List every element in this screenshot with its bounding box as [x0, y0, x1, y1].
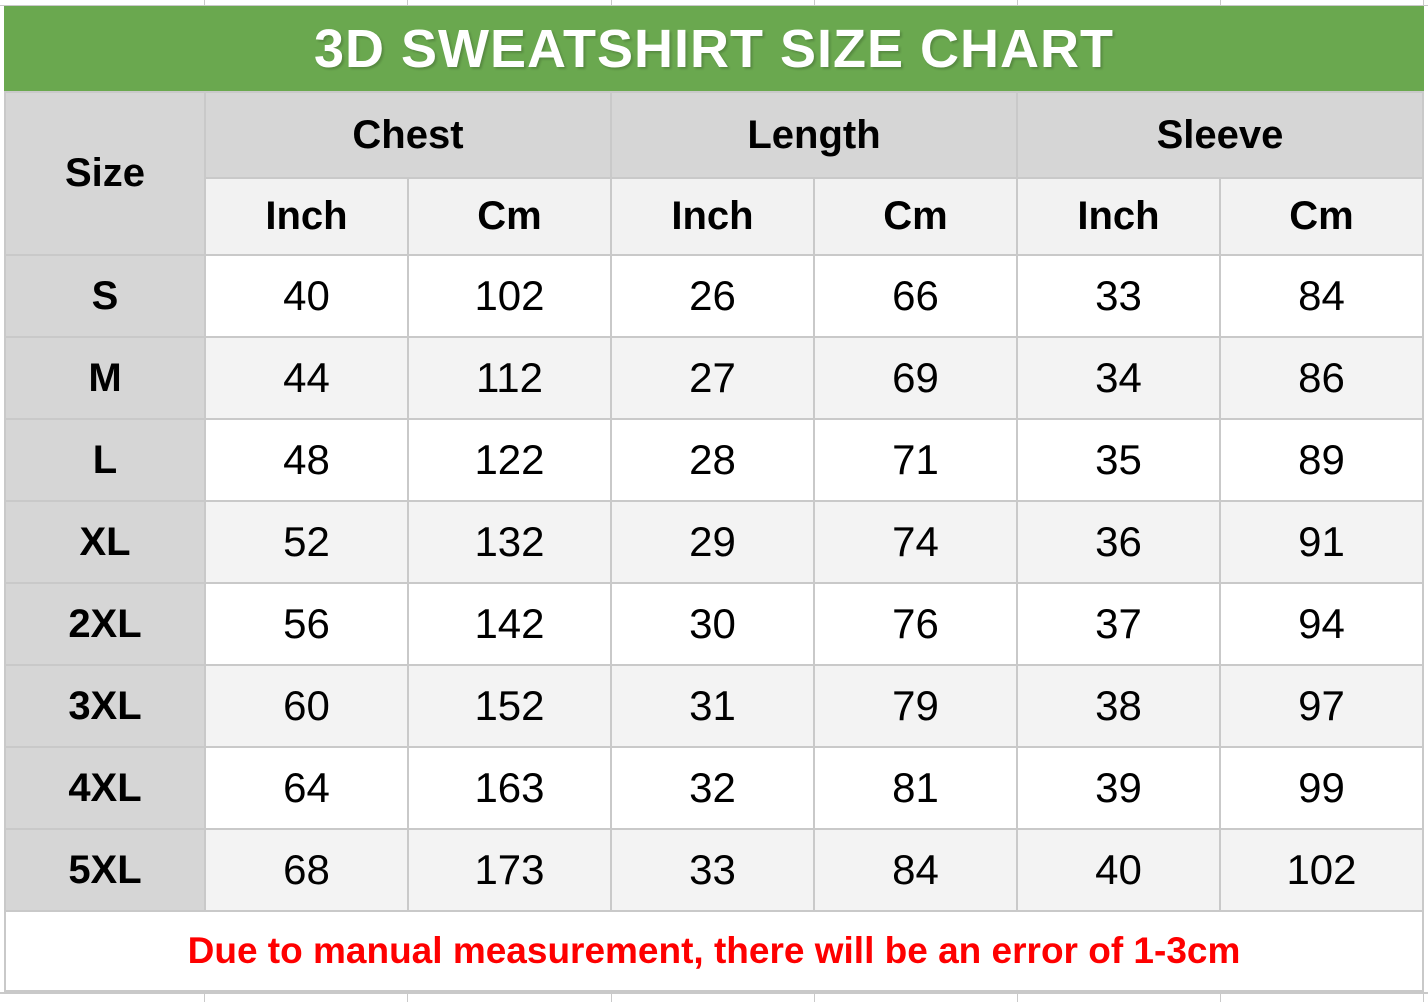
chest-cm-cell: 102 [408, 255, 611, 337]
table-row-xl [5, 501, 1423, 583]
title-banner [4, 6, 1424, 91]
chest-inch-cell: 56 [205, 583, 408, 665]
page-title: 3D SWEATSHIRT SIZE CHART [313, 18, 1114, 79]
sleeve-inch-cell: 39 [1017, 747, 1220, 829]
sleeve-cm-cell: 99 [1220, 747, 1423, 829]
size-cell: M [5, 337, 205, 419]
size-cell: 2XL [5, 583, 205, 665]
table-row-5xl [5, 829, 1423, 911]
sleeve-cm-header: Cm [1220, 178, 1423, 255]
sleeve-cm-cell: 97 [1220, 665, 1423, 747]
grid-line [1423, 994, 1424, 1002]
grid-line [611, 994, 612, 1002]
size-chart-table [4, 91, 1424, 992]
sheet-grid-strip-top [0, 0, 1428, 6]
grid-line [204, 0, 205, 5]
length-cm-cell: 69 [814, 337, 1017, 419]
size-cell: 5XL [5, 829, 205, 911]
length-cm-cell: 66 [814, 255, 1017, 337]
length-inch-cell: 29 [611, 501, 814, 583]
length-cm-cell: 79 [814, 665, 1017, 747]
size-cell: 3XL [5, 665, 205, 747]
grid-line [204, 994, 205, 1002]
sleeve-cm-cell: 102 [1220, 829, 1423, 911]
chest-cm-cell: 142 [408, 583, 611, 665]
sleeve-inch-cell: 33 [1017, 255, 1220, 337]
grid-line [407, 0, 408, 5]
sleeve-inch-cell: 37 [1017, 583, 1220, 665]
sleeve-inch-cell: 35 [1017, 419, 1220, 501]
grid-line [1220, 0, 1221, 5]
sleeve-cm-cell: 86 [1220, 337, 1423, 419]
grid-line [407, 994, 408, 1002]
grid-line [1017, 0, 1018, 5]
table-row-4xl [5, 747, 1423, 829]
chest-inch-cell: 40 [205, 255, 408, 337]
length-cm-cell: 74 [814, 501, 1017, 583]
size-chart [4, 6, 1424, 992]
chest-inch-cell: 68 [205, 829, 408, 911]
chest-cm-cell: 163 [408, 747, 611, 829]
length-cm-cell: 71 [814, 419, 1017, 501]
sleeve-inch-cell: 34 [1017, 337, 1220, 419]
chest-cm-cell: 152 [408, 665, 611, 747]
sleeve-inch-header: Inch [1017, 178, 1220, 255]
grid-line [1423, 0, 1424, 5]
length-cm-header: Cm [814, 178, 1017, 255]
length-inch-cell: 32 [611, 747, 814, 829]
length-cm-cell: 76 [814, 583, 1017, 665]
length-inch-cell: 31 [611, 665, 814, 747]
chest-inch-cell: 44 [205, 337, 408, 419]
chest-cm-cell: 132 [408, 501, 611, 583]
length-inch-cell: 33 [611, 829, 814, 911]
grid-line [814, 0, 815, 5]
chest-cm-cell: 122 [408, 419, 611, 501]
grid-line [1017, 994, 1018, 1002]
length-inch-cell: 27 [611, 337, 814, 419]
length-cm-cell: 84 [814, 829, 1017, 911]
table-row-l [5, 419, 1423, 501]
chest-group-header: Chest [205, 92, 611, 178]
measurement-note: Due to manual measurement, there will be an error of 1-3cm [5, 911, 1423, 991]
length-inch-cell: 28 [611, 419, 814, 501]
note-row [5, 911, 1423, 991]
size-cell: XL [5, 501, 205, 583]
size-cell: L [5, 419, 205, 501]
size-cell: S [5, 255, 205, 337]
table-row-2xl [5, 583, 1423, 665]
chest-cm-cell: 173 [408, 829, 611, 911]
unit-header-row [5, 178, 1423, 255]
sleeve-cm-cell: 84 [1220, 255, 1423, 337]
chest-inch-cell: 48 [205, 419, 408, 501]
table-row-s [5, 255, 1423, 337]
sleeve-cm-cell: 94 [1220, 583, 1423, 665]
length-cm-cell: 81 [814, 747, 1017, 829]
sheet-grid-strip-bottom [0, 992, 1428, 1002]
sleeve-inch-cell: 36 [1017, 501, 1220, 583]
chest-inch-cell: 60 [205, 665, 408, 747]
grid-line [814, 994, 815, 1002]
chest-cm-cell: 112 [408, 337, 611, 419]
sleeve-group-header: Sleeve [1017, 92, 1423, 178]
size-column-header: Size [5, 92, 205, 255]
grid-line [1220, 994, 1221, 1002]
sleeve-cm-cell: 89 [1220, 419, 1423, 501]
length-group-header: Length [611, 92, 1017, 178]
length-inch-cell: 26 [611, 255, 814, 337]
chest-inch-cell: 52 [205, 501, 408, 583]
length-inch-cell: 30 [611, 583, 814, 665]
chest-inch-header: Inch [205, 178, 408, 255]
chest-cm-header: Cm [408, 178, 611, 255]
sleeve-inch-cell: 38 [1017, 665, 1220, 747]
group-header-row [5, 92, 1423, 178]
sleeve-inch-cell: 40 [1017, 829, 1220, 911]
grid-line [611, 0, 612, 5]
length-inch-header: Inch [611, 178, 814, 255]
table-row-m [5, 337, 1423, 419]
table-row-3xl [5, 665, 1423, 747]
chest-inch-cell: 64 [205, 747, 408, 829]
sleeve-cm-cell: 91 [1220, 501, 1423, 583]
size-cell: 4XL [5, 747, 205, 829]
